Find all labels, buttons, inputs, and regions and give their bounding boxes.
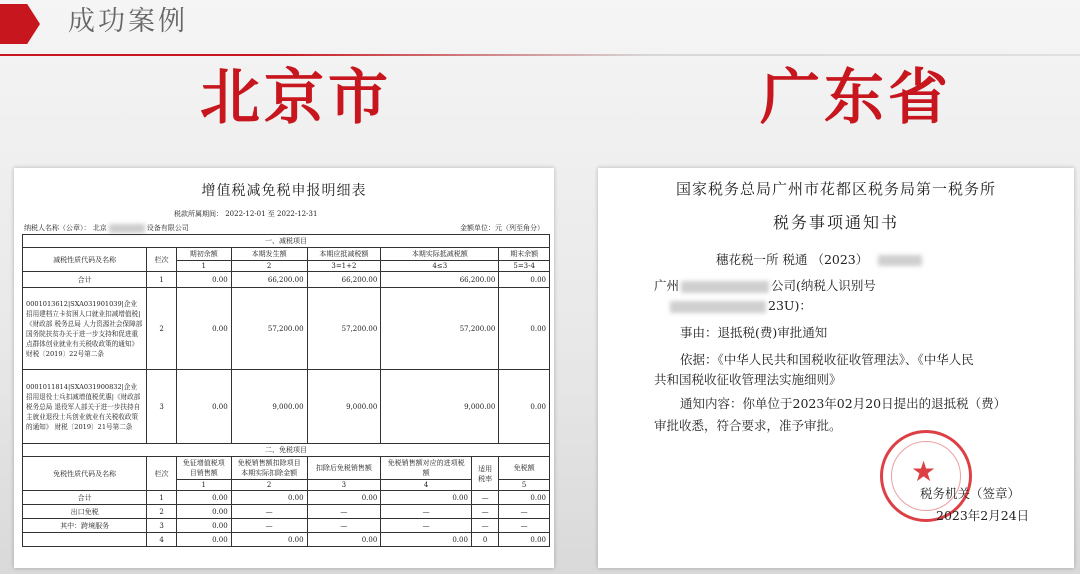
cell-value: 0 (471, 533, 498, 547)
table-row (23, 288, 550, 370)
notice-content: 通知内容：你单位于2023年02月20日提出的退抵税（费） (680, 396, 1007, 411)
cell-value: 57,200.00 (381, 288, 499, 370)
header-cell: 免税销售额扣除项目本期实际扣除金额 (231, 457, 307, 480)
cell-value: — (307, 519, 381, 533)
row-line: 3 (147, 370, 177, 444)
notice-subject: 事由：退抵税(费)审批通知 (680, 325, 828, 340)
row-name: 其中：跨境服务 (23, 519, 147, 533)
cell-value: 0.00 (231, 491, 307, 505)
cell-value: 0.00 (499, 370, 550, 444)
header-divider (0, 54, 1080, 56)
document-number (716, 250, 922, 268)
notice-title: 税务事项通知书 (772, 213, 899, 232)
header-cell: 免税性质代码及名称 (23, 457, 147, 491)
tax-period: 税款所属期间： 2022-12-01 至 2022-12-31 (174, 210, 318, 218)
cell-value: — (307, 505, 381, 519)
sub-cell: 1 (176, 261, 231, 272)
header-cell: 期末余额 (499, 248, 550, 261)
table-header-row (23, 457, 550, 480)
row-name: 合计 (23, 491, 147, 505)
cell-value: 0.00 (176, 505, 231, 519)
amount-unit: 金额单位：元（列至角分） (460, 224, 544, 232)
cell-value: 66,200.00 (231, 272, 307, 288)
cell-value: 9,000.00 (381, 370, 499, 444)
star-icon: ★ (911, 455, 937, 488)
header-cell: 减税性质代码及名称 (23, 248, 147, 272)
cell-value: 0.00 (176, 533, 231, 547)
cell-value: 0.00 (499, 533, 550, 547)
cell-value: 0.00 (176, 519, 231, 533)
signer: 税务机关（签章） (920, 486, 1021, 501)
row-line: 3 (147, 519, 177, 533)
section-exemption: 二、免税项目 (23, 444, 550, 457)
company-prefix: 广州 (654, 278, 680, 293)
cell-value: 66,200.00 (307, 272, 381, 288)
sub-cell: 5 (499, 480, 550, 491)
redacted-mark (681, 281, 769, 293)
row-line: 2 (147, 505, 177, 519)
taxpayer-suffix: 设备有限公司 (146, 224, 189, 232)
row-line: 1 (147, 272, 177, 288)
sub-cell: 4 (381, 480, 472, 491)
exemption-table (22, 234, 550, 547)
cell-value: — (471, 505, 498, 519)
row-line: 1 (147, 491, 177, 505)
table-row (23, 491, 550, 505)
cell-value: — (471, 491, 498, 505)
issuer-title: 国家税务总局广州市花都区税务局第一税务所 (675, 180, 996, 198)
row-name: 0001011814|SXA031900832|企业招用退役士兵扣减增值税优惠|《财政部 税务总局 退役军人部关于进一步扶持自主就业退役士兵创业就业有关税收政策的通知》 财税〔2019〕21号第二条 (23, 370, 147, 444)
table-row (23, 272, 550, 288)
redacted-mark (670, 301, 766, 313)
header-cell: 免征增值税项目销售额 (176, 457, 231, 480)
header-cell: 栏次 (147, 248, 177, 272)
cell-value: 66,200.00 (381, 272, 499, 288)
cell-value: — (231, 505, 307, 519)
cell-value: 0.00 (499, 491, 550, 505)
cell-value: 0.00 (231, 533, 307, 547)
row-line: 4 (147, 533, 177, 547)
header-cell: 免税额 (499, 457, 550, 480)
issue-date: 2023年2月24日 (936, 508, 1030, 523)
company-suffix: 公司(纳税人识别号 (771, 278, 876, 293)
document-number-text: 穗花税一所 税通 （2023） (716, 252, 869, 267)
section-reduction: 一、减税项目 (23, 235, 550, 248)
cell-value: 0.00 (176, 491, 231, 505)
vat-exemption-form (14, 168, 554, 568)
legal-basis-cont: 共和国税收征收管理法实施细则》 (654, 372, 842, 387)
redacted-mark (878, 255, 922, 266)
cell-value: 0.00 (499, 288, 550, 370)
cell-value: — (381, 505, 472, 519)
cell-value: 0.00 (307, 491, 381, 505)
cell-value: 0.00 (381, 491, 472, 505)
table-header-row (23, 248, 550, 261)
cell-value: 57,200.00 (307, 288, 381, 370)
cell-value: 0.00 (499, 272, 550, 288)
sub-cell: 4≤3 (381, 261, 499, 272)
cell-value: 0.00 (381, 533, 472, 547)
header-cell: 适用税率 (471, 457, 498, 491)
cell-value: 57,200.00 (231, 288, 307, 370)
row-name: 出口免税 (23, 505, 147, 519)
taxpayer-id-suffix: 23U)： (768, 298, 812, 313)
sub-cell: 5=3-4 (499, 261, 550, 272)
cell-value: — (231, 519, 307, 533)
table-row (23, 370, 550, 444)
sub-cell: 3=1+2 (307, 261, 381, 272)
header-cell: 本期发生额 (231, 248, 307, 261)
cell-value: — (499, 505, 550, 519)
header-cell: 本期应抵减税额 (307, 248, 381, 261)
sub-cell: 2 (231, 480, 307, 491)
header-cell: 扣除后免税销售额 (307, 457, 381, 480)
header-cell: 免税销售额对应的进项税额 (381, 457, 472, 480)
row-line: 2 (147, 288, 177, 370)
company-name (654, 276, 876, 294)
row-name: 0001013612|SXA031901039|企业招用建档立卡贫困人口就业扣减增值税|《财政部 税务总局 人力资源社会保障部 国务院扶贫办关于进一步支持和促进重点群体创业就业有关税收政策的通知》 财税〔2019〕22号第二条 (23, 288, 147, 370)
row-name (23, 533, 147, 547)
tax-notice-document (598, 168, 1074, 568)
sub-cell: 3 (307, 480, 381, 491)
form-title: 增值税减免税申报明细表 (201, 183, 367, 199)
table-row (23, 519, 550, 533)
taxpayer-id (670, 296, 812, 314)
cell-value: 0.00 (307, 533, 381, 547)
cell-value: 9,000.00 (231, 370, 307, 444)
legal-basis: 依据：《中华人民共和国税收征收管理法》、《中华人民 (680, 352, 974, 367)
cell-value: — (499, 519, 550, 533)
taxpayer-name (24, 223, 189, 233)
cell-value: 0.00 (176, 288, 231, 370)
header-cell: 期初余额 (176, 248, 231, 261)
header-cell: 栏次 (147, 457, 177, 491)
notice-content-cont: 审批收悉，符合要求，准予审批。 (654, 418, 842, 433)
redacted-mark (109, 224, 145, 233)
table-row (23, 505, 550, 519)
left-region-heading: 北京市 (200, 63, 392, 133)
page-title: 成功案例 (68, 6, 188, 37)
cell-value: 0.00 (176, 272, 231, 288)
right-region-heading: 广东省 (760, 63, 952, 133)
sub-cell: 1 (176, 480, 231, 491)
header-marker (0, 4, 40, 44)
taxpayer-prefix: 纳税人名称（公章）： 北京 (24, 224, 107, 232)
cell-value: — (381, 519, 472, 533)
cell-value: — (471, 519, 498, 533)
table-row (23, 533, 550, 547)
header-cell: 本期实际抵减税额 (381, 248, 499, 261)
row-name: 合计 (23, 272, 147, 288)
cell-value: 0.00 (176, 370, 231, 444)
cell-value: 9,000.00 (307, 370, 381, 444)
sub-cell: 2 (231, 261, 307, 272)
